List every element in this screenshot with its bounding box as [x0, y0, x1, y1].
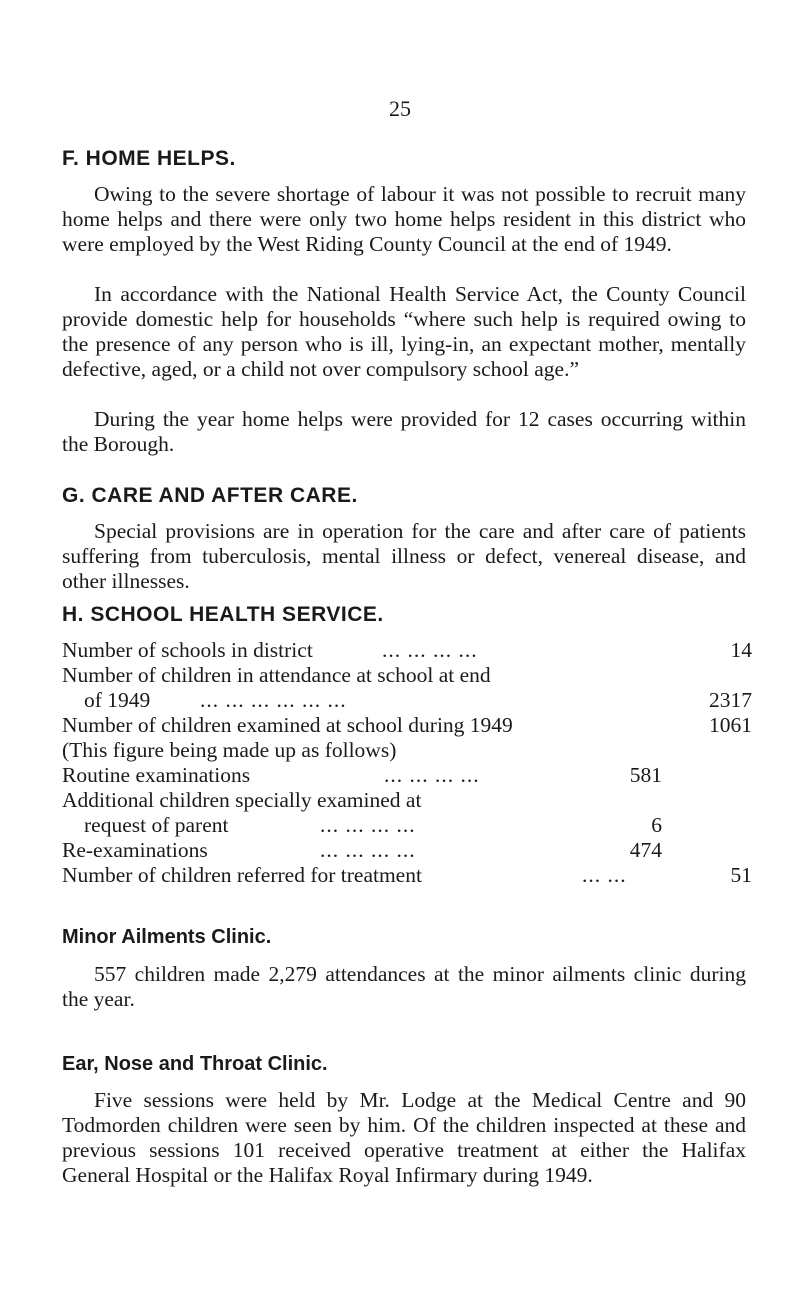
referred-value: 51 — [730, 863, 752, 887]
reexam-label: Re-examinations — [62, 838, 208, 862]
leader-dots: ... ... ... ... — [320, 813, 416, 837]
table-row — [62, 763, 662, 787]
attendance-label-line-2: of 1949 — [84, 688, 151, 712]
reexam-value: 474 — [629, 838, 662, 862]
section-f-paragraph-3: During the year home helps were provided for 12 cases occurring within the Borough. — [62, 407, 746, 456]
table-row — [62, 688, 752, 712]
table-row — [62, 863, 752, 887]
leader-dots: ... ... ... ... ... ... — [200, 688, 347, 712]
additional-value: 6 — [651, 813, 662, 837]
attendance-value: 2317 — [709, 688, 752, 712]
table-row — [62, 663, 752, 687]
section-g-heading: G. CARE AND AFTER CARE. — [62, 484, 358, 507]
minor-ailments-paragraph: 557 children made 2,279 attendances at the minor ailments clinic during the year. — [62, 962, 746, 1011]
routine-label: Routine examinations — [62, 763, 251, 787]
leader-dots: ... ... ... ... — [382, 638, 478, 662]
routine-value: 581 — [629, 763, 662, 787]
table-row — [62, 788, 662, 812]
table-row — [62, 713, 752, 737]
leader-dots: ... ... ... ... — [320, 838, 416, 862]
schools-label: Number of schools in district — [62, 638, 313, 662]
section-f-paragraph-2: In accordance with the National Health Service Act, the County Council provide domestic help for households “where such help is required owing to the presence of any person who is ill, lying-in, an expectant mother, mentally defective, aged, or a child not over compulsory school age.” — [62, 282, 746, 381]
section-f-heading: F. HOME HELPS. — [62, 147, 236, 170]
page-number: 25 — [389, 96, 411, 121]
schools-value: 14 — [730, 638, 752, 662]
additional-label-line-1: Additional children specially examined at — [62, 788, 422, 812]
leader-dots: ... ... ... ... — [384, 763, 480, 787]
table-row — [62, 838, 662, 862]
leader-dots: ... ... — [582, 863, 627, 887]
attendance-label-line-1: Number of children in attendance at school at end — [62, 663, 491, 687]
examined-label: Number of children examined at school during 1949 — [62, 713, 513, 737]
section-h-heading: H. SCHOOL HEALTH SERVICE. — [62, 603, 384, 626]
table-row — [62, 738, 752, 762]
section-f-paragraph-1: Owing to the severe shortage of labour it was not possible to recruit many home helps and there were only two home helps resident in this district who were employed by the West Riding County Council at the end of 1949. — [62, 182, 746, 256]
table-row — [62, 638, 752, 662]
minor-ailments-heading: Minor Ailments Clinic. — [62, 926, 272, 948]
breakdown-label: (This figure being made up as follows) — [62, 738, 397, 762]
section-g-paragraph: Special provisions are in operation for the care and after care of patients suffering from tuberculosis, mental illness or defect, venereal disease, and other illnesses. — [62, 519, 746, 593]
ent-clinic-heading: Ear, Nose and Throat Clinic. — [62, 1053, 328, 1075]
additional-label-line-2: request of parent — [84, 813, 229, 837]
examined-value: 1061 — [709, 713, 752, 737]
table-row — [62, 813, 662, 837]
ent-clinic-paragraph: Five sessions were held by Mr. Lodge at the Medical Centre and 90 Todmorden children were seen by him. Of the children inspected at these and previous sessions 101 received operative treatment at either the Halifax General Hospital or the Halifax Royal Infirmary during 1949. — [62, 1088, 746, 1187]
referred-label: Number of children referred for treatment — [62, 863, 422, 887]
